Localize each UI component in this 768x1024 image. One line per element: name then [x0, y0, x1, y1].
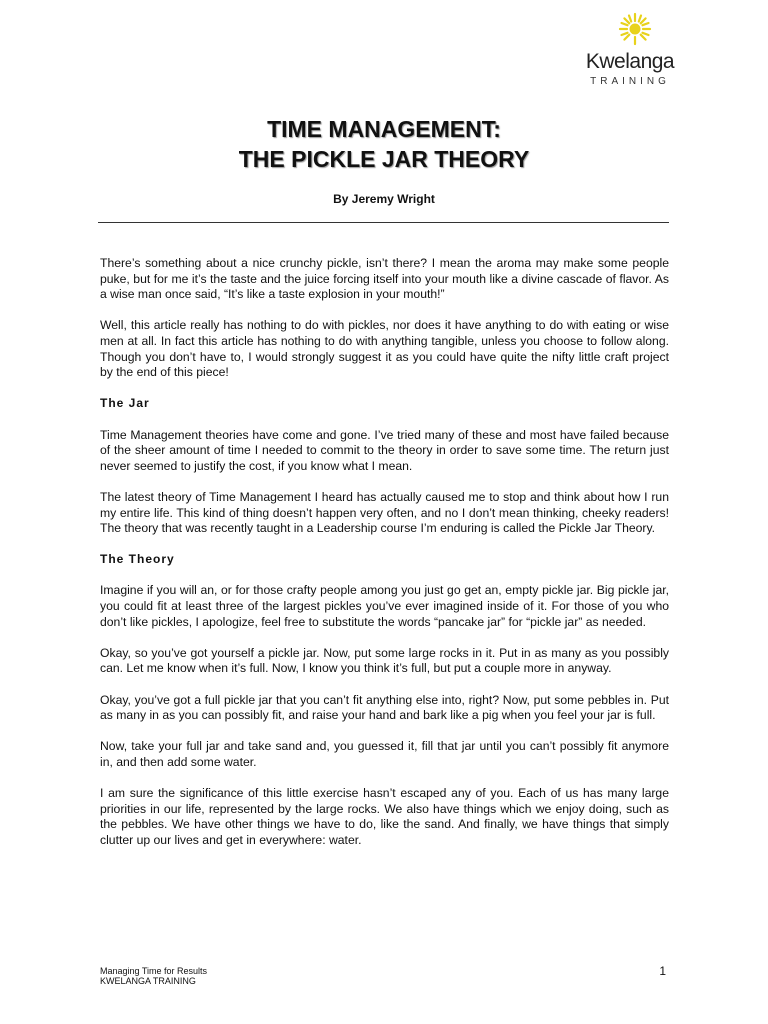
paragraph: The latest theory of Time Management I heard has actually caused me to stop and think about how I run my entire life. This kind of thing doesn’t happen very often, and no I don’t mean thinking, cheeky readers! The theory that was recently taught in a Leadership course I’m enduring is called the Pickle Jar Theory. [100, 489, 669, 536]
sun-icon [618, 12, 652, 46]
footer-title: Managing Time for Results [100, 966, 208, 976]
section-heading-the-theory: The Theory [100, 552, 175, 567]
paragraph: I am sure the significance of this little exercise hasn’t escaped any of you. Each of us has many large priorities in our life, represented by the large rocks. We also have things which we enjoy doing, such as the pebbles. We have other things we have to do, like the sand. And finally, we have things that simply clutter up our lives and get in everywhere: water. [100, 786, 669, 847]
logo-brand-text: Kwelanga [585, 50, 675, 73]
paragraph: Well, this article really has nothing to do with pickles, nor does it have anything to do with eating or wise men at all. In fact this article has nothing to do with anything tangible, unless you choose to follow along. Though you don’t have to, I would strongly suggest it as you could have quite the nifty little craft project by the end of this piece! [100, 318, 669, 380]
article-body [100, 256, 669, 864]
paragraph: There’s something about a nice crunchy pickle, isn’t there? I mean the aroma may make some people puke, but for me it’s the taste and the juice forcing itself into your mouth like a divine cascade of flavor. As a wise man once said, “It’s like a taste explosion in your mouth!” [100, 256, 669, 302]
footer-org: KWELANGA TRAINING [100, 976, 196, 986]
logo-tagline: TRAINING [590, 76, 670, 87]
title-line-1: TIME MANAGEMENT: [267, 116, 501, 142]
byline: By Jeremy Wright [333, 192, 435, 206]
page-number: 1 [659, 964, 666, 978]
paragraph: Time Management theories have come and gone. I’ve tried many of these and most have failed because of the sheer amount of time I needed to commit to the theory in order to save some time. The return just never seemed to justify the cost, if you know what I mean. [100, 427, 669, 473]
page-footer [100, 966, 669, 986]
paragraph: Okay, so you’ve got yourself a pickle jar. Now, put some large rocks in it. Put in as many as you possibly can. Let me know when it’s full. Now, I know you think it’s full, but put a couple more in anyway. [100, 645, 669, 676]
paragraph: Okay, you’ve got a full pickle jar that you can’t fit anything else into, right? Now, put some pebbles in. Put as many in as you can possibly fit, and raise your hand and bark like a pig when you feel your jar is full. [100, 692, 669, 723]
document-title [0, 114, 768, 174]
section-heading-the-jar: The Jar [100, 396, 150, 411]
divider [98, 222, 669, 223]
paragraph: Imagine if you will an, or for those crafty people among you just go get an, empty pickle jar. Big pickle jar, you could fit at least three of the largest pickles you’ve ever imagined inside of it. For those of you who don’t like pickles, I apologize, feel free to substitute the words “pancake jar” for “pickle jar” as needed. [100, 583, 669, 629]
kwelanga-logo [580, 12, 680, 87]
paragraph: Now, take your full jar and take sand and, you guessed it, fill that jar until you can’t possibly fit anymore in, and then add some water. [100, 739, 669, 769]
title-line-2: THE PICKLE JAR THEORY [238, 146, 530, 172]
